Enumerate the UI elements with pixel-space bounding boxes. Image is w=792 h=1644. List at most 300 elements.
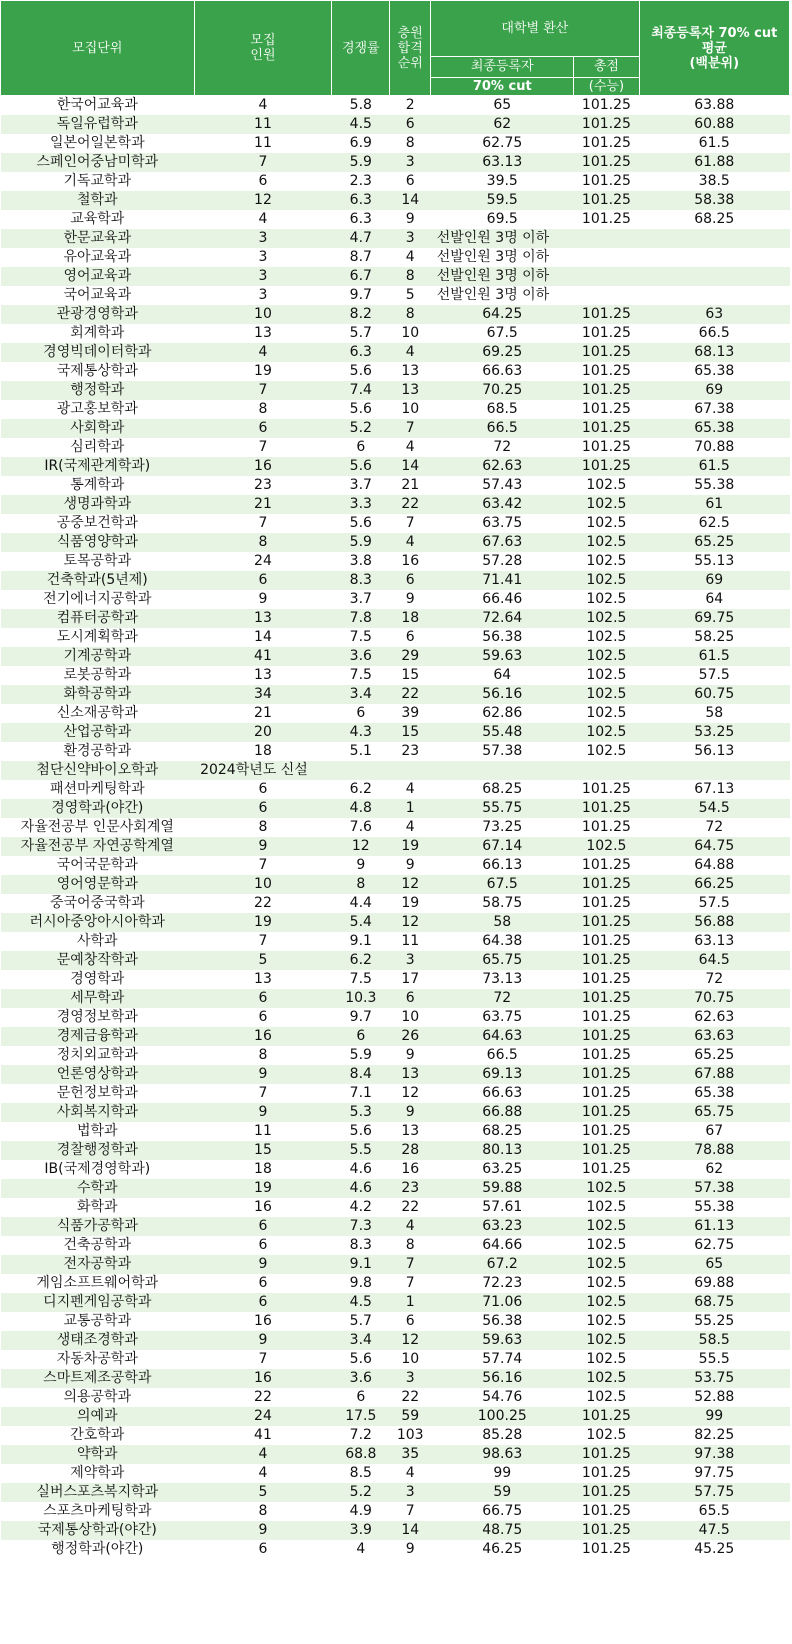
- competition-cell: 3.7: [332, 590, 390, 609]
- table-body: [1, 96, 790, 1560]
- total-cell: 102.5: [574, 647, 639, 666]
- avg-cell: 61.88: [639, 153, 789, 172]
- header-quota: 모집 인원: [194, 1, 332, 96]
- cut70-cell: 85.28: [431, 1426, 574, 1445]
- cut70-cell: 64.25: [431, 305, 574, 324]
- rank-cell: 39: [390, 704, 431, 723]
- cut70-cell: 67.5: [431, 324, 574, 343]
- unit-name: 자율전공부 자연공학계열: [1, 837, 195, 856]
- cut70-cell: 63.23: [431, 1217, 574, 1236]
- unit-name: 수학과: [1, 1179, 195, 1198]
- avg-cell: 65.38: [639, 362, 789, 381]
- avg-cell: 68.75: [639, 1293, 789, 1312]
- avg-cell: 69: [639, 381, 789, 400]
- small-quota-note: 선발인원 3명 이하: [431, 267, 574, 286]
- cut70-cell: 58.75: [431, 894, 574, 913]
- cut70-cell: 59: [431, 1483, 574, 1502]
- table-row: [1, 1141, 790, 1160]
- competition-cell: 7.4: [332, 381, 390, 400]
- total-cell: 102.5: [574, 514, 639, 533]
- cut70-cell: 72: [431, 989, 574, 1008]
- total-cell: 101.25: [574, 210, 639, 229]
- table-row: [1, 913, 790, 932]
- table-row: [1, 191, 790, 210]
- quota-cell: 19: [194, 362, 332, 381]
- header-final-reg: 최종등록자: [431, 57, 573, 78]
- rank-cell: 7: [390, 1502, 431, 1521]
- total-cell: 101.25: [574, 343, 639, 362]
- avg-cell: 58.25: [639, 628, 789, 647]
- unit-name: 기계공학과: [1, 647, 195, 666]
- unit-name: 산업공학과: [1, 723, 195, 742]
- quota-cell: 8: [194, 1046, 332, 1065]
- quota-cell: 13: [194, 324, 332, 343]
- total-cell: 101.25: [574, 951, 639, 970]
- rank-cell: 12: [390, 1084, 431, 1103]
- avg-cell: 66.25: [639, 875, 789, 894]
- cut70-cell: 66.63: [431, 1084, 574, 1103]
- table-row: [1, 115, 790, 134]
- unit-name: 토목공학과: [1, 552, 195, 571]
- total-cell: 101.25: [574, 438, 639, 457]
- table-row: [1, 495, 790, 514]
- rank-cell: 6: [390, 571, 431, 590]
- total-cell: 101.25: [574, 970, 639, 989]
- quota-cell: 6: [194, 571, 332, 590]
- unit-name: 정치외교학과: [1, 1046, 195, 1065]
- quota-cell: 11: [194, 1122, 332, 1141]
- unit-name: 의예과: [1, 1407, 195, 1426]
- unit-name: 전자공학과: [1, 1255, 195, 1274]
- competition-cell: 7.5: [332, 666, 390, 685]
- unit-name: 자동차공학과: [1, 1350, 195, 1369]
- competition-cell: 6.3: [332, 210, 390, 229]
- unit-name: 문헌정보학과: [1, 1084, 195, 1103]
- unit-name: 경영학과: [1, 970, 195, 989]
- competition-cell: 3.4: [332, 685, 390, 704]
- rank-cell: 7: [390, 514, 431, 533]
- competition-cell: 6.9: [332, 134, 390, 153]
- unit-name: 사회복지학과: [1, 1103, 195, 1122]
- unit-name: 디지펜게임공학과: [1, 1293, 195, 1312]
- header-total: 총점: [574, 57, 638, 78]
- quota-cell: 5: [194, 1483, 332, 1502]
- quota-cell: 8: [194, 533, 332, 552]
- competition-cell: 7.5: [332, 628, 390, 647]
- avg-cell: 55.25: [639, 1312, 789, 1331]
- total-cell: 102.5: [574, 1198, 639, 1217]
- avg-cell: 55.38: [639, 1198, 789, 1217]
- cut70-cell: 55.75: [431, 799, 574, 818]
- avg-cell: 78.88: [639, 1141, 789, 1160]
- unit-name: 생명과학과: [1, 495, 195, 514]
- unit-name: IR(국제관계학과): [1, 457, 195, 476]
- table-row: [1, 438, 790, 457]
- total-cell: 101.25: [574, 1065, 639, 1084]
- total-cell: 101.25: [574, 875, 639, 894]
- quota-cell: 13: [194, 609, 332, 628]
- avg-cell: 70.75: [639, 989, 789, 1008]
- unit-name: 일본어일본학과: [1, 134, 195, 153]
- table-row: [1, 1255, 790, 1274]
- competition-cell: 6.3: [332, 343, 390, 362]
- competition-cell: 9.1: [332, 932, 390, 951]
- competition-cell: 5.4: [332, 913, 390, 932]
- table-row: [1, 818, 790, 837]
- cut70-cell: 46.25: [431, 1540, 574, 1559]
- rank-cell: 4: [390, 1464, 431, 1483]
- rank-cell: 22: [390, 495, 431, 514]
- table-row: [1, 1369, 790, 1388]
- quota-cell: 14: [194, 628, 332, 647]
- unit-name: 기독교학과: [1, 172, 195, 191]
- competition-cell: 5.6: [332, 400, 390, 419]
- competition-cell: 6.7: [332, 267, 390, 286]
- quota-cell: 7: [194, 153, 332, 172]
- competition-cell: 8.2: [332, 305, 390, 324]
- competition-cell: 6.2: [332, 951, 390, 970]
- competition-cell: 3.6: [332, 647, 390, 666]
- total-cell: 102.5: [574, 1293, 639, 1312]
- quota-cell: 6: [194, 1540, 332, 1559]
- small-quota-note: 선발인원 3명 이하: [431, 286, 574, 305]
- avg-cell: 67.88: [639, 1065, 789, 1084]
- competition-cell: 2.3: [332, 172, 390, 191]
- quota-cell: 10: [194, 305, 332, 324]
- table-row: [1, 647, 790, 666]
- competition-cell: 5.6: [332, 362, 390, 381]
- quota-cell: 6: [194, 419, 332, 438]
- table-row: [1, 457, 790, 476]
- avg-cell: 61.13: [639, 1217, 789, 1236]
- table-row: [1, 229, 790, 248]
- cut70-cell: 72: [431, 438, 574, 457]
- competition-cell: 8.5: [332, 1464, 390, 1483]
- competition-cell: 10.3: [332, 989, 390, 1008]
- avg-cell: 64.5: [639, 951, 789, 970]
- quota-cell: 20: [194, 723, 332, 742]
- competition-cell: 8: [332, 875, 390, 894]
- rank-cell: 4: [390, 248, 431, 267]
- avg-cell: 55.38: [639, 476, 789, 495]
- cut70-cell: 67.5: [431, 875, 574, 894]
- rank-cell: 4: [390, 533, 431, 552]
- rank-cell: 4: [390, 780, 431, 799]
- avg-cell: 62: [639, 1160, 789, 1179]
- total-cell: 101.25: [574, 1141, 639, 1160]
- competition-cell: 12: [332, 837, 390, 856]
- unit-name: 화학공학과: [1, 685, 195, 704]
- header-conversion: 대학별 환산: [431, 1, 639, 57]
- rank-cell: 4: [390, 1217, 431, 1236]
- competition-cell: 4.2: [332, 1198, 390, 1217]
- cut70-cell: 57.74: [431, 1350, 574, 1369]
- rank-cell: 19: [390, 837, 431, 856]
- table-row: [1, 742, 790, 761]
- quota-cell: 4: [194, 343, 332, 362]
- unit-name: 영어교육과: [1, 267, 195, 286]
- unit-name: 식품영양학과: [1, 533, 195, 552]
- table-row: [1, 1065, 790, 1084]
- total-cell: 101.25: [574, 856, 639, 875]
- table-row: [1, 552, 790, 571]
- cut70-cell: 63.25: [431, 1160, 574, 1179]
- rank-cell: 103: [390, 1426, 431, 1445]
- total-cell: 101.25: [574, 362, 639, 381]
- table-row: [1, 514, 790, 533]
- table-row: [1, 1217, 790, 1236]
- avg-cell: 38.5: [639, 172, 789, 191]
- total-cell: 102.5: [574, 1426, 639, 1445]
- unit-name: 통계학과: [1, 476, 195, 495]
- competition-cell: 4.4: [332, 894, 390, 913]
- cut70-cell: 73.13: [431, 970, 574, 989]
- total-cell: 102.5: [574, 495, 639, 514]
- total-cell: 102.5: [574, 1217, 639, 1236]
- rank-cell: 2: [390, 96, 431, 116]
- unit-name: 국제통상학과(야간): [1, 1521, 195, 1540]
- rank-cell: 4: [390, 343, 431, 362]
- avg-cell: 55.13: [639, 552, 789, 571]
- total-cell: 102.5: [574, 723, 639, 742]
- unit-name: 관광경영학과: [1, 305, 195, 324]
- avg-cell: 66.5: [639, 324, 789, 343]
- rank-cell: 9: [390, 1540, 431, 1559]
- cut70-cell: 66.75: [431, 1502, 574, 1521]
- quota-cell: 24: [194, 1407, 332, 1426]
- competition-cell: 6.2: [332, 780, 390, 799]
- table-row: [1, 1084, 790, 1103]
- cut70-cell: 64.38: [431, 932, 574, 951]
- cut70-cell: 68.5: [431, 400, 574, 419]
- quota-cell: 19: [194, 1179, 332, 1198]
- quota-cell: 3: [194, 267, 332, 286]
- rank-cell: 10: [390, 400, 431, 419]
- table-row: [1, 419, 790, 438]
- avg-cell: 64: [639, 590, 789, 609]
- rank-cell: 8: [390, 267, 431, 286]
- unit-name: 제약학과: [1, 1464, 195, 1483]
- rank-cell: 9: [390, 210, 431, 229]
- competition-cell: 5.7: [332, 1312, 390, 1331]
- competition-cell: 7.5: [332, 970, 390, 989]
- table-row: [1, 1274, 790, 1293]
- cut70-cell: 64: [431, 666, 574, 685]
- table-row: [1, 1236, 790, 1255]
- quota-cell: 6: [194, 799, 332, 818]
- avg-cell: 58: [639, 704, 789, 723]
- cut70-cell: 68.25: [431, 1122, 574, 1141]
- avg-cell: 65.38: [639, 1084, 789, 1103]
- competition-cell: 5.9: [332, 533, 390, 552]
- quota-cell: 9: [194, 1331, 332, 1350]
- unit-name: 스페인어중남미학과: [1, 153, 195, 172]
- avg-cell: 54.5: [639, 799, 789, 818]
- header-rank: 충원 합격 순위: [390, 1, 431, 96]
- rank-cell: 9: [390, 856, 431, 875]
- unit-name: 회계학과: [1, 324, 195, 343]
- table-row: [1, 970, 790, 989]
- table-row: [1, 1445, 790, 1464]
- cut70-cell: 56.38: [431, 628, 574, 647]
- rank-cell: 28: [390, 1141, 431, 1160]
- cut70-cell: 69.13: [431, 1065, 574, 1084]
- unit-name: 행정학과: [1, 381, 195, 400]
- competition-cell: 5.5: [332, 1141, 390, 1160]
- rank-cell: 8: [390, 305, 431, 324]
- competition-cell: 8.4: [332, 1065, 390, 1084]
- quota-cell: 18: [194, 1160, 332, 1179]
- cut70-cell: 59.5: [431, 191, 574, 210]
- quota-cell: 16: [194, 1369, 332, 1388]
- table-row: [1, 1331, 790, 1350]
- quota-cell: 8: [194, 818, 332, 837]
- competition-cell: 3.6: [332, 1369, 390, 1388]
- unit-name: 국어교육과: [1, 286, 195, 305]
- avg-cell: 61.5: [639, 647, 789, 666]
- quota-cell: 6: [194, 780, 332, 799]
- rank-cell: 7: [390, 419, 431, 438]
- total-cell: 102.5: [574, 571, 639, 590]
- table-row: [1, 1046, 790, 1065]
- competition-cell: 8.3: [332, 1236, 390, 1255]
- avg-cell: 69.75: [639, 609, 789, 628]
- quota-cell: 6: [194, 172, 332, 191]
- total-cell: 101.25: [574, 115, 639, 134]
- header-competition: 경쟁률: [332, 1, 390, 96]
- rank-cell: 1: [390, 1293, 431, 1312]
- total-cell: 102.5: [574, 704, 639, 723]
- quota-cell: 15: [194, 1141, 332, 1160]
- avg-cell: 57.38: [639, 1179, 789, 1198]
- total-cell: 101.25: [574, 780, 639, 799]
- competition-cell: 9: [332, 856, 390, 875]
- unit-name: 공중보건학과: [1, 514, 195, 533]
- rank-cell: 12: [390, 875, 431, 894]
- rank-cell: 6: [390, 1312, 431, 1331]
- competition-cell: 5.1: [332, 742, 390, 761]
- unit-name: 자율전공부 인문사회계열: [1, 818, 195, 837]
- quota-cell: 19: [194, 913, 332, 932]
- rank-cell: 3: [390, 229, 431, 248]
- total-cell: 101.25: [574, 305, 639, 324]
- quota-cell: 16: [194, 1027, 332, 1046]
- table-row: [1, 1293, 790, 1312]
- unit-name: 광고홍보학과: [1, 400, 195, 419]
- table-row: [1, 666, 790, 685]
- rank-cell: 10: [390, 1008, 431, 1027]
- quota-cell: 4: [194, 210, 332, 229]
- total-cell: 101.25: [574, 1084, 639, 1103]
- competition-cell: 4.5: [332, 1293, 390, 1312]
- avg-cell: 57.75: [639, 1483, 789, 1502]
- total-cell: 102.5: [574, 666, 639, 685]
- quota-cell: 41: [194, 647, 332, 666]
- quota-cell: 21: [194, 704, 332, 723]
- cut70-cell: 100.25: [431, 1407, 574, 1426]
- unit-name: 러시아중앙아시아학과: [1, 913, 195, 932]
- total-cell: 101.25: [574, 400, 639, 419]
- unit-name: 경영학과(야간): [1, 799, 195, 818]
- table-row: [1, 210, 790, 229]
- cut70-cell: 66.46: [431, 590, 574, 609]
- table-row: [1, 799, 790, 818]
- competition-cell: 9.7: [332, 286, 390, 305]
- rank-cell: 21: [390, 476, 431, 495]
- rank-cell: 3: [390, 153, 431, 172]
- rank-cell: 15: [390, 723, 431, 742]
- cut70-cell: 99: [431, 1464, 574, 1483]
- avg-cell: 60.88: [639, 115, 789, 134]
- rank-cell: 19: [390, 894, 431, 913]
- quota-cell: 16: [194, 1198, 332, 1217]
- unit-name: 도시계획학과: [1, 628, 195, 647]
- rank-cell: 11: [390, 932, 431, 951]
- total-cell: 101.25: [574, 1445, 639, 1464]
- table-row: [1, 533, 790, 552]
- table-row: [1, 685, 790, 704]
- total-cell: 101.25: [574, 1407, 639, 1426]
- avg-cell: 53.75: [639, 1369, 789, 1388]
- avg-cell: 62.75: [639, 1236, 789, 1255]
- total-cell: 101.25: [574, 1483, 639, 1502]
- table-row: [1, 96, 790, 116]
- unit-name: 의용공학과: [1, 1388, 195, 1407]
- rank-cell: 3: [390, 951, 431, 970]
- total-cell: 101.25: [574, 894, 639, 913]
- unit-name: 간호학과: [1, 1426, 195, 1445]
- competition-cell: 9.7: [332, 1008, 390, 1027]
- rank-cell: 7: [390, 1274, 431, 1293]
- total-cell: 102.5: [574, 609, 639, 628]
- table-row: [1, 172, 790, 191]
- quota-cell: 9: [194, 1103, 332, 1122]
- total-cell: 101.25: [574, 1103, 639, 1122]
- quota-cell: 7: [194, 1350, 332, 1369]
- cut70-cell: 69.25: [431, 343, 574, 362]
- table-row: [1, 1198, 790, 1217]
- avg-cell: 68.13: [639, 343, 789, 362]
- competition-cell: 4.7: [332, 229, 390, 248]
- total-cell: 102.5: [574, 590, 639, 609]
- total-cell: 101.25: [574, 1464, 639, 1483]
- avg-cell: 58.5: [639, 1331, 789, 1350]
- rank-cell: 29: [390, 647, 431, 666]
- empty-cell: [574, 286, 790, 305]
- competition-cell: 5.9: [332, 1046, 390, 1065]
- cut70-cell: 64.66: [431, 1236, 574, 1255]
- table-row: [1, 590, 790, 609]
- unit-name: 독일유럽학과: [1, 115, 195, 134]
- competition-cell: 4.5: [332, 115, 390, 134]
- cut70-cell: 72.64: [431, 609, 574, 628]
- rank-cell: 13: [390, 362, 431, 381]
- competition-cell: 3.3: [332, 495, 390, 514]
- table-row: [1, 1160, 790, 1179]
- avg-cell: 61.5: [639, 134, 789, 153]
- unit-name: 철학과: [1, 191, 195, 210]
- total-cell: 101.25: [574, 172, 639, 191]
- cut70-cell: 98.63: [431, 1445, 574, 1464]
- table-row: [1, 1179, 790, 1198]
- unit-name: 영어영문학과: [1, 875, 195, 894]
- unit-name: 로봇공학과: [1, 666, 195, 685]
- quota-cell: 23: [194, 476, 332, 495]
- table-row: [1, 894, 790, 913]
- table-row: [1, 1103, 790, 1122]
- cut70-cell: 64.63: [431, 1027, 574, 1046]
- rank-cell: 23: [390, 1179, 431, 1198]
